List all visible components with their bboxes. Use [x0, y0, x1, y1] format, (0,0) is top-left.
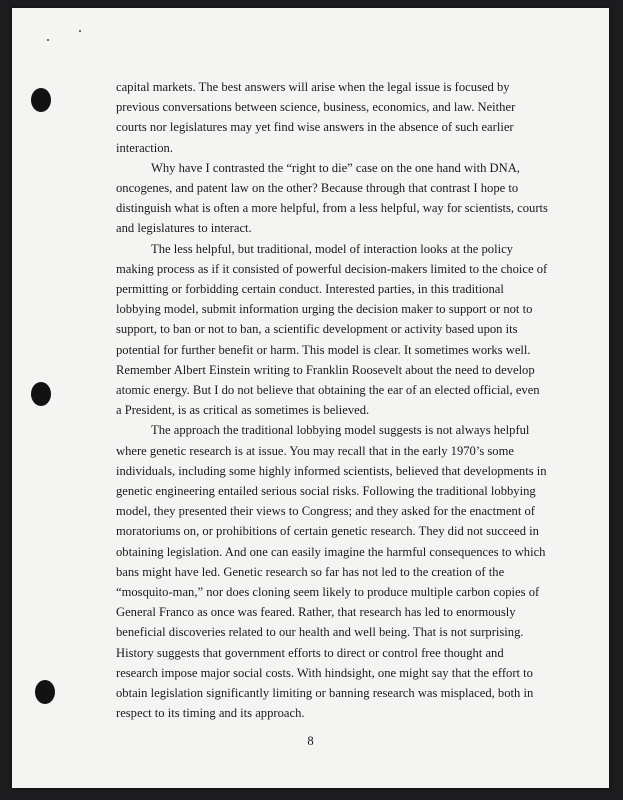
document-page	[12, 8, 609, 788]
paragraph-4: The approach the traditional lobbying model suggests is not always helpful where genetic research is at issue. You may recall that in the early 1970’s some individuals, including some highly informed scientists, believed that developments in genetic engineering entailed serious social risks. Following the traditional lobbying model, they presented their views to Congress; and they asked for the enactment of moratoriums on, or prohibitions of certain genetic research. They did not succeed in obtaining legislation. And one can easily imagine the harmful consequences to which bans might have led. Genetic research so far has not led to the creation of the “mosquito-man,” nor does cloning seem likely to produce multiple carbon copies of General Franco as once was feared. Rather, that research has led to enormously beneficial discoveries related to our health and well being. That is not surprising. History suggests that government efforts to direct or control free thought and research impose major social costs. With hindsight, one might say that the effort to obtain legislation significantly limiting or banning research was misplaced, both in respect to its timing and its approach.	[116, 423, 547, 721]
body-text	[116, 77, 548, 724]
punch-hole-bottom	[35, 680, 55, 704]
punch-hole-middle	[31, 382, 51, 406]
paragraph-3: The less helpful, but traditional, model of interaction looks at the policy making process as if it consisted of powerful decision-makers limited to the choice of permitting or forbidding certain conduct. Interested parties, in this traditional lobbying model, submit information urging the decision maker to support or not to support, to ban or not to ban, a scientific development or activity based upon its potential for further benefit or harm. This model is clear. It sometimes works well. Remember Albert Einstein writing to Franklin Roosevelt about the need to develop atomic energy. But I do not believe that obtaining the ear of an elected official, even a President, is as critical as sometimes is believed.	[116, 241, 548, 418]
paragraph-1: capital markets. The best answers will arise when the legal issue is focused by previous conversations between science, business, economics, and law. Neither courts nor legislatures may yet find wise answers in the absence of such earlier interaction.	[116, 80, 516, 155]
punch-hole-top	[31, 88, 51, 112]
page-number: 8	[307, 734, 314, 748]
paper-speck	[79, 30, 81, 32]
paragraph-2: Why have I contrasted the “right to die” case on the one hand with DNA, oncogenes, and patent law on the other? Because through that contrast I hope to distinguish what is often a more helpful, from a less helpful, way for scientists, courts and legislatures to interact.	[116, 160, 548, 236]
paper-speck	[47, 39, 49, 41]
